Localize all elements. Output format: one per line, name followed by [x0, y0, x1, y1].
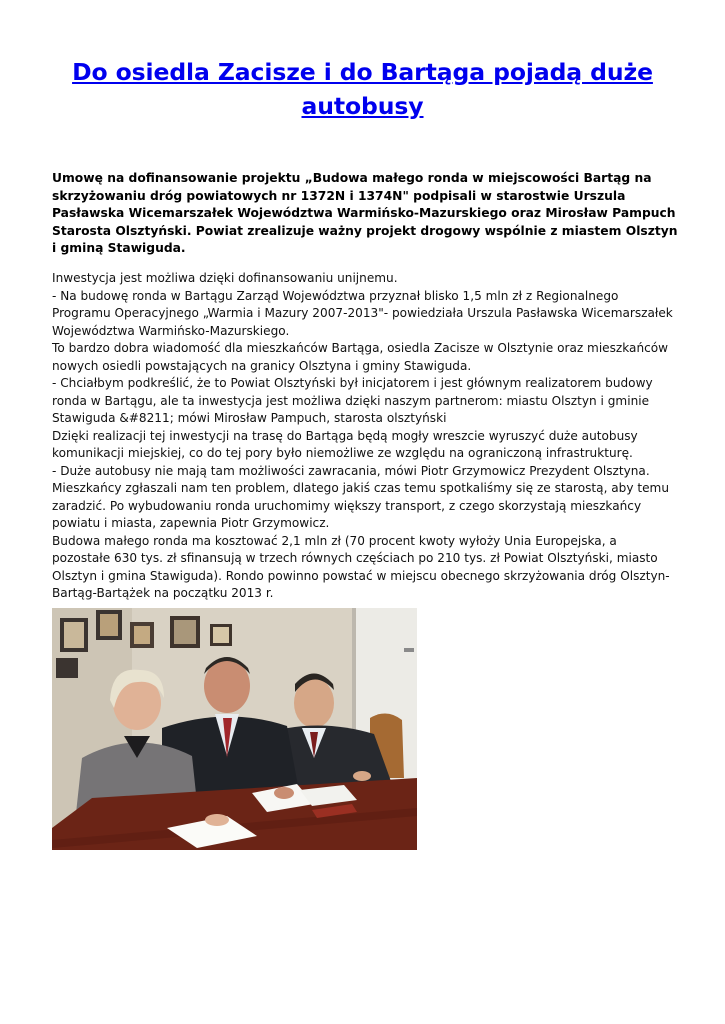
body-paragraph: - Na budowę ronda w Bartągu Zarząd Województwa przyznał blisko 1,5 mln zł z Regionalnego Programu Operacyjnego „Warmia i Mazury 2007-2013"- powiedziała Urszula Pasławska Wicemarszałek Województwa Warmińsko-Mazurskiego.: [52, 288, 673, 338]
article-title-link[interactable]: Do osiedla Zacisze i do Bartąga pojadą duże autobusy: [72, 58, 653, 120]
body-paragraph: Dzięki realizacji tej inwestycji na trasę do Bartąga będą mogły wreszcie wyruszyć duże autobusy komunikacji miejskiej, co do tej pory było niemożliwe ze względu na ograniczoną infrastrukturę.: [52, 428, 638, 460]
body-paragraph: Inwestycja jest możliwa dzięki dofinansowaniu unijnemu.: [52, 271, 398, 285]
article-body: [52, 270, 678, 603]
body-paragraph: To bardzo dobra wiadomość dla mieszkańców Bartąga, osiedla Zacisze w Olsztynie oraz mieszkańców nowych osiedli powstających na granicy Olsztyna i gminy Stawiguda.: [52, 341, 669, 373]
signing-photo-illustration: [52, 608, 417, 850]
article-lead: Umowę na dofinansowanie projektu „Budowa małego ronda w miejscowości Bartąg na skrzyżowaniu dróg powiatowych nr 1372N i 1374N" podpisali w starostwie Urszula Pasławska Wicemarszałek Województwa Warmińsko-Mazurskiego oraz Mirosław Pampuch Starosta Olsztyński. Powiat zrealizuje ważny projekt drogowy wspólnie z miastem Olsztyn i gminą Stawiguda.: [52, 171, 678, 256]
body-paragraph: - Chciałbym podkreślić, że to Powiat Olsztyński był inicjatorem i jest głównym realizatorem budowy ronda w Bartągu, ale ta inwestycja jest możliwa dzięki naszym partnerom: miastu Olsztyn i gminie Stawiguda &#8211; mówi Mirosław Pampuch, starosta olsztyński: [52, 376, 653, 425]
body-paragraph: - Duże autobusy nie mają tam możliwości zawracania, mówi Piotr Grzymowicz Prezydent Olsztyna. Mieszkańcy zgłaszali nam ten problem, dlatego jakiś czas temu spotkaliśmy się ze starostą, aby temu zaradzić. Po wybudowaniu ronda uruchomimy większy transport, z czego skorzystają mieszkańcy powiatu i miasta, zapewnia Piotr Grzymowicz.: [52, 463, 669, 530]
article-photo: [52, 608, 417, 850]
body-paragraph: Budowa małego ronda ma kosztować 2,1 mln zł (70 procent kwoty wyłoży Unia Europejska, a pozostałe 630 tys. zł sfinansują w trzech równych częściach po 210 tys. zł Powiat Olsztyński, miasto Olsztyn i gmina Stawiguda). Rondo powinno powstać w miejscu obecnego skrzyżowania dróg Olsztyn-Bartąg-Bartążek na początku 2013 r.: [52, 533, 670, 600]
